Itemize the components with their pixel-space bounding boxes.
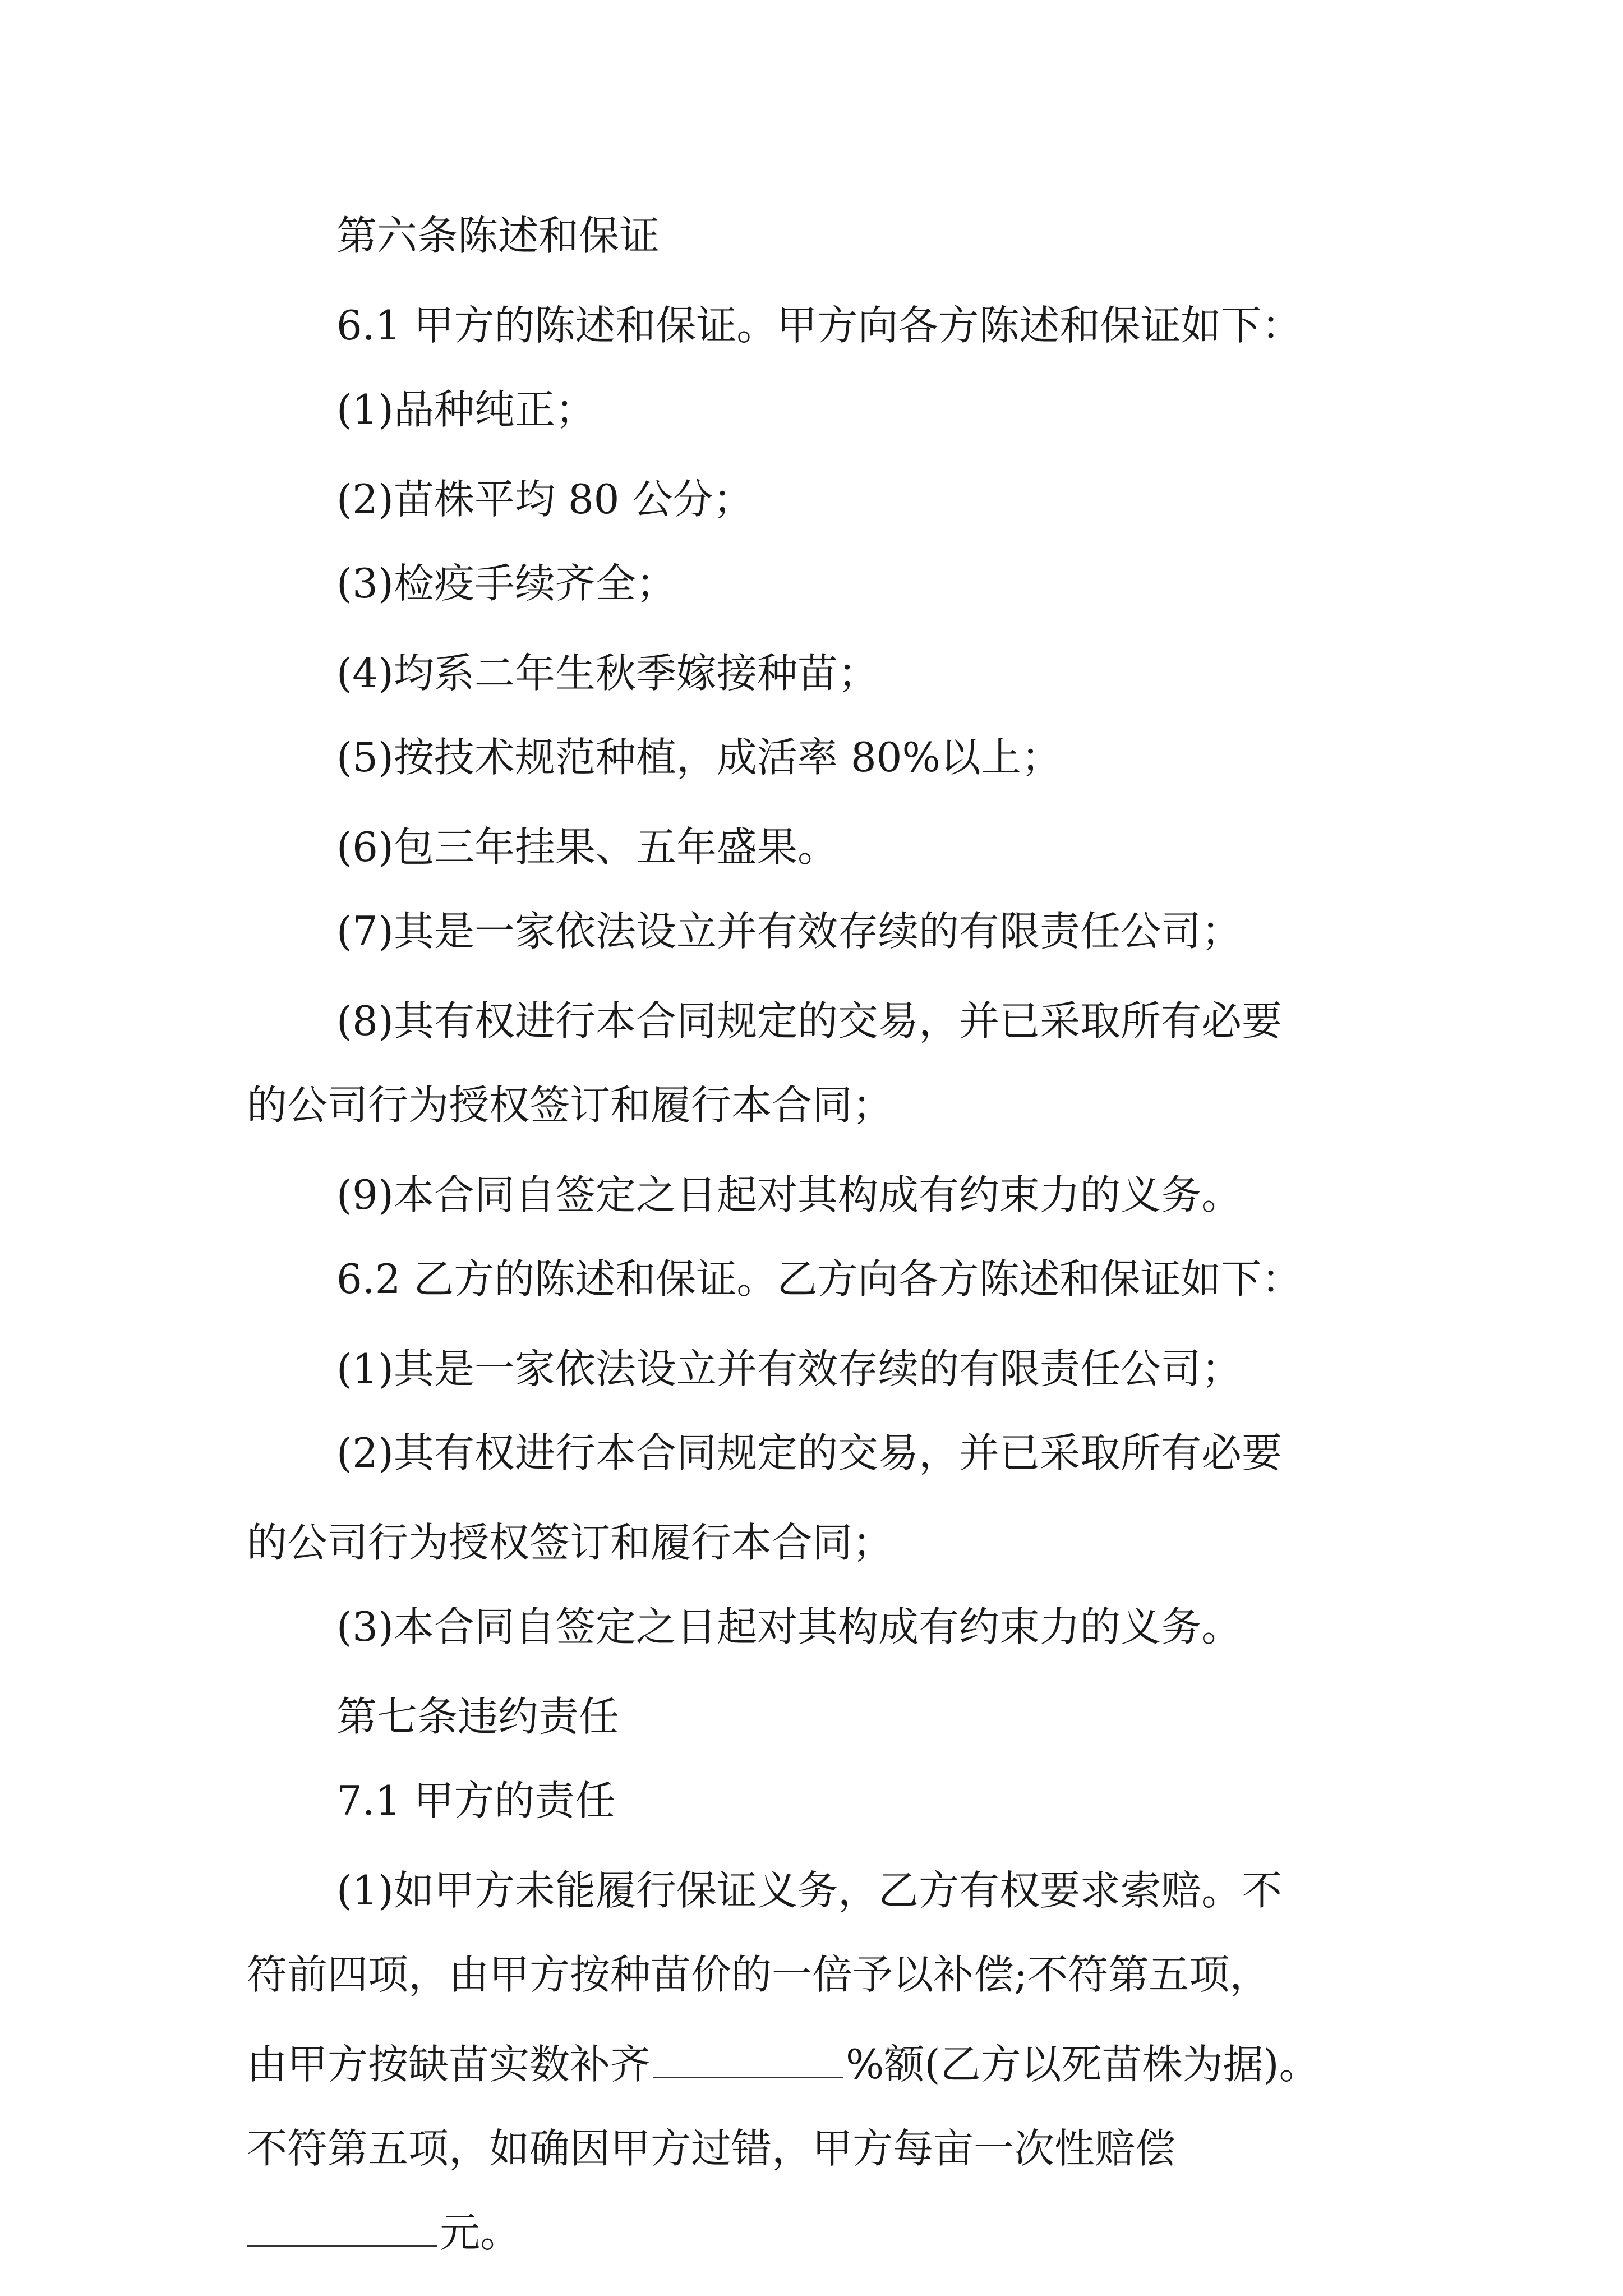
item-6-2-2: (2)其有权进行本合同规定的交易，并已采取所有必要 (336, 1429, 1282, 1476)
item-6-1-6: (6)包三年挂果、五年盛果。 (336, 823, 838, 871)
line-text-after-blank: 元。 (440, 2209, 521, 2256)
item-6-1-1: (1)品种纯正； (336, 386, 596, 433)
clause-6-1: 6.1 甲方的陈述和保证。甲方向各方陈述和保证如下： (336, 302, 1302, 349)
line-text-before-blank: 由甲方按缺苗实数补齐 (247, 2041, 651, 2088)
item-6-1-8-cont: 的公司行为授权签订和履行本合同； (247, 1082, 893, 1129)
item-6-1-9: (9)本合同自签定之日起对其构成有约束力的义务。 (336, 1171, 1242, 1218)
fill-in-blank (247, 2243, 437, 2247)
item-6-1-3: (3)检疫手续齐全； (336, 560, 676, 607)
item-7-1-1-cont-4 (247, 2205, 520, 2261)
item-6-2-3: (3)本合同自签定之日起对其构成有约束力的义务。 (336, 1603, 1242, 1650)
item-6-2-2-cont: 的公司行为授权签订和履行本合同； (247, 1519, 893, 1566)
clause-7-1: 7.1 甲方的责任 (336, 1777, 616, 1824)
item-7-1-1: (1)如甲方未能履行保证义务，乙方有权要求索赔。不 (336, 1867, 1282, 1914)
article-7-heading: 第七条违约责任 (336, 1693, 620, 1740)
item-7-1-1-cont-1: 符前四项，由甲方按种苗价的一倍予以补偿;不符第五项， (247, 1951, 1270, 1998)
item-7-1-1-cont-2 (247, 2036, 1320, 2092)
line-text-after-blank: %额(乙方以死苗株为据)。 (846, 2041, 1320, 2088)
fill-in-blank (653, 2074, 843, 2078)
item-7-1-1-cont-3: 不符第五项，如确因甲方过错，甲方每亩一次性赔偿 (247, 2125, 1176, 2172)
item-6-2-1: (1)其是一家依法设立并有效存续的有限责任公司； (336, 1345, 1242, 1392)
item-6-1-5: (5)按技术规范种植，成活率 80%以上； (336, 734, 1062, 781)
item-6-1-2: (2)苗株平均 80 公分； (336, 476, 754, 523)
clause-6-2: 6.2 乙方的陈述和保证。乙方向各方陈述和保证如下： (336, 1255, 1302, 1303)
item-6-1-8: (8)其有权进行本合同规定的交易，并已采取所有必要 (336, 997, 1282, 1045)
article-6-heading: 第六条陈述和保证 (336, 212, 660, 259)
item-6-1-7: (7)其是一家依法设立并有效存续的有限责任公司； (336, 908, 1242, 955)
item-6-1-4: (4)均系二年生秋季嫁接种苗； (336, 650, 878, 697)
